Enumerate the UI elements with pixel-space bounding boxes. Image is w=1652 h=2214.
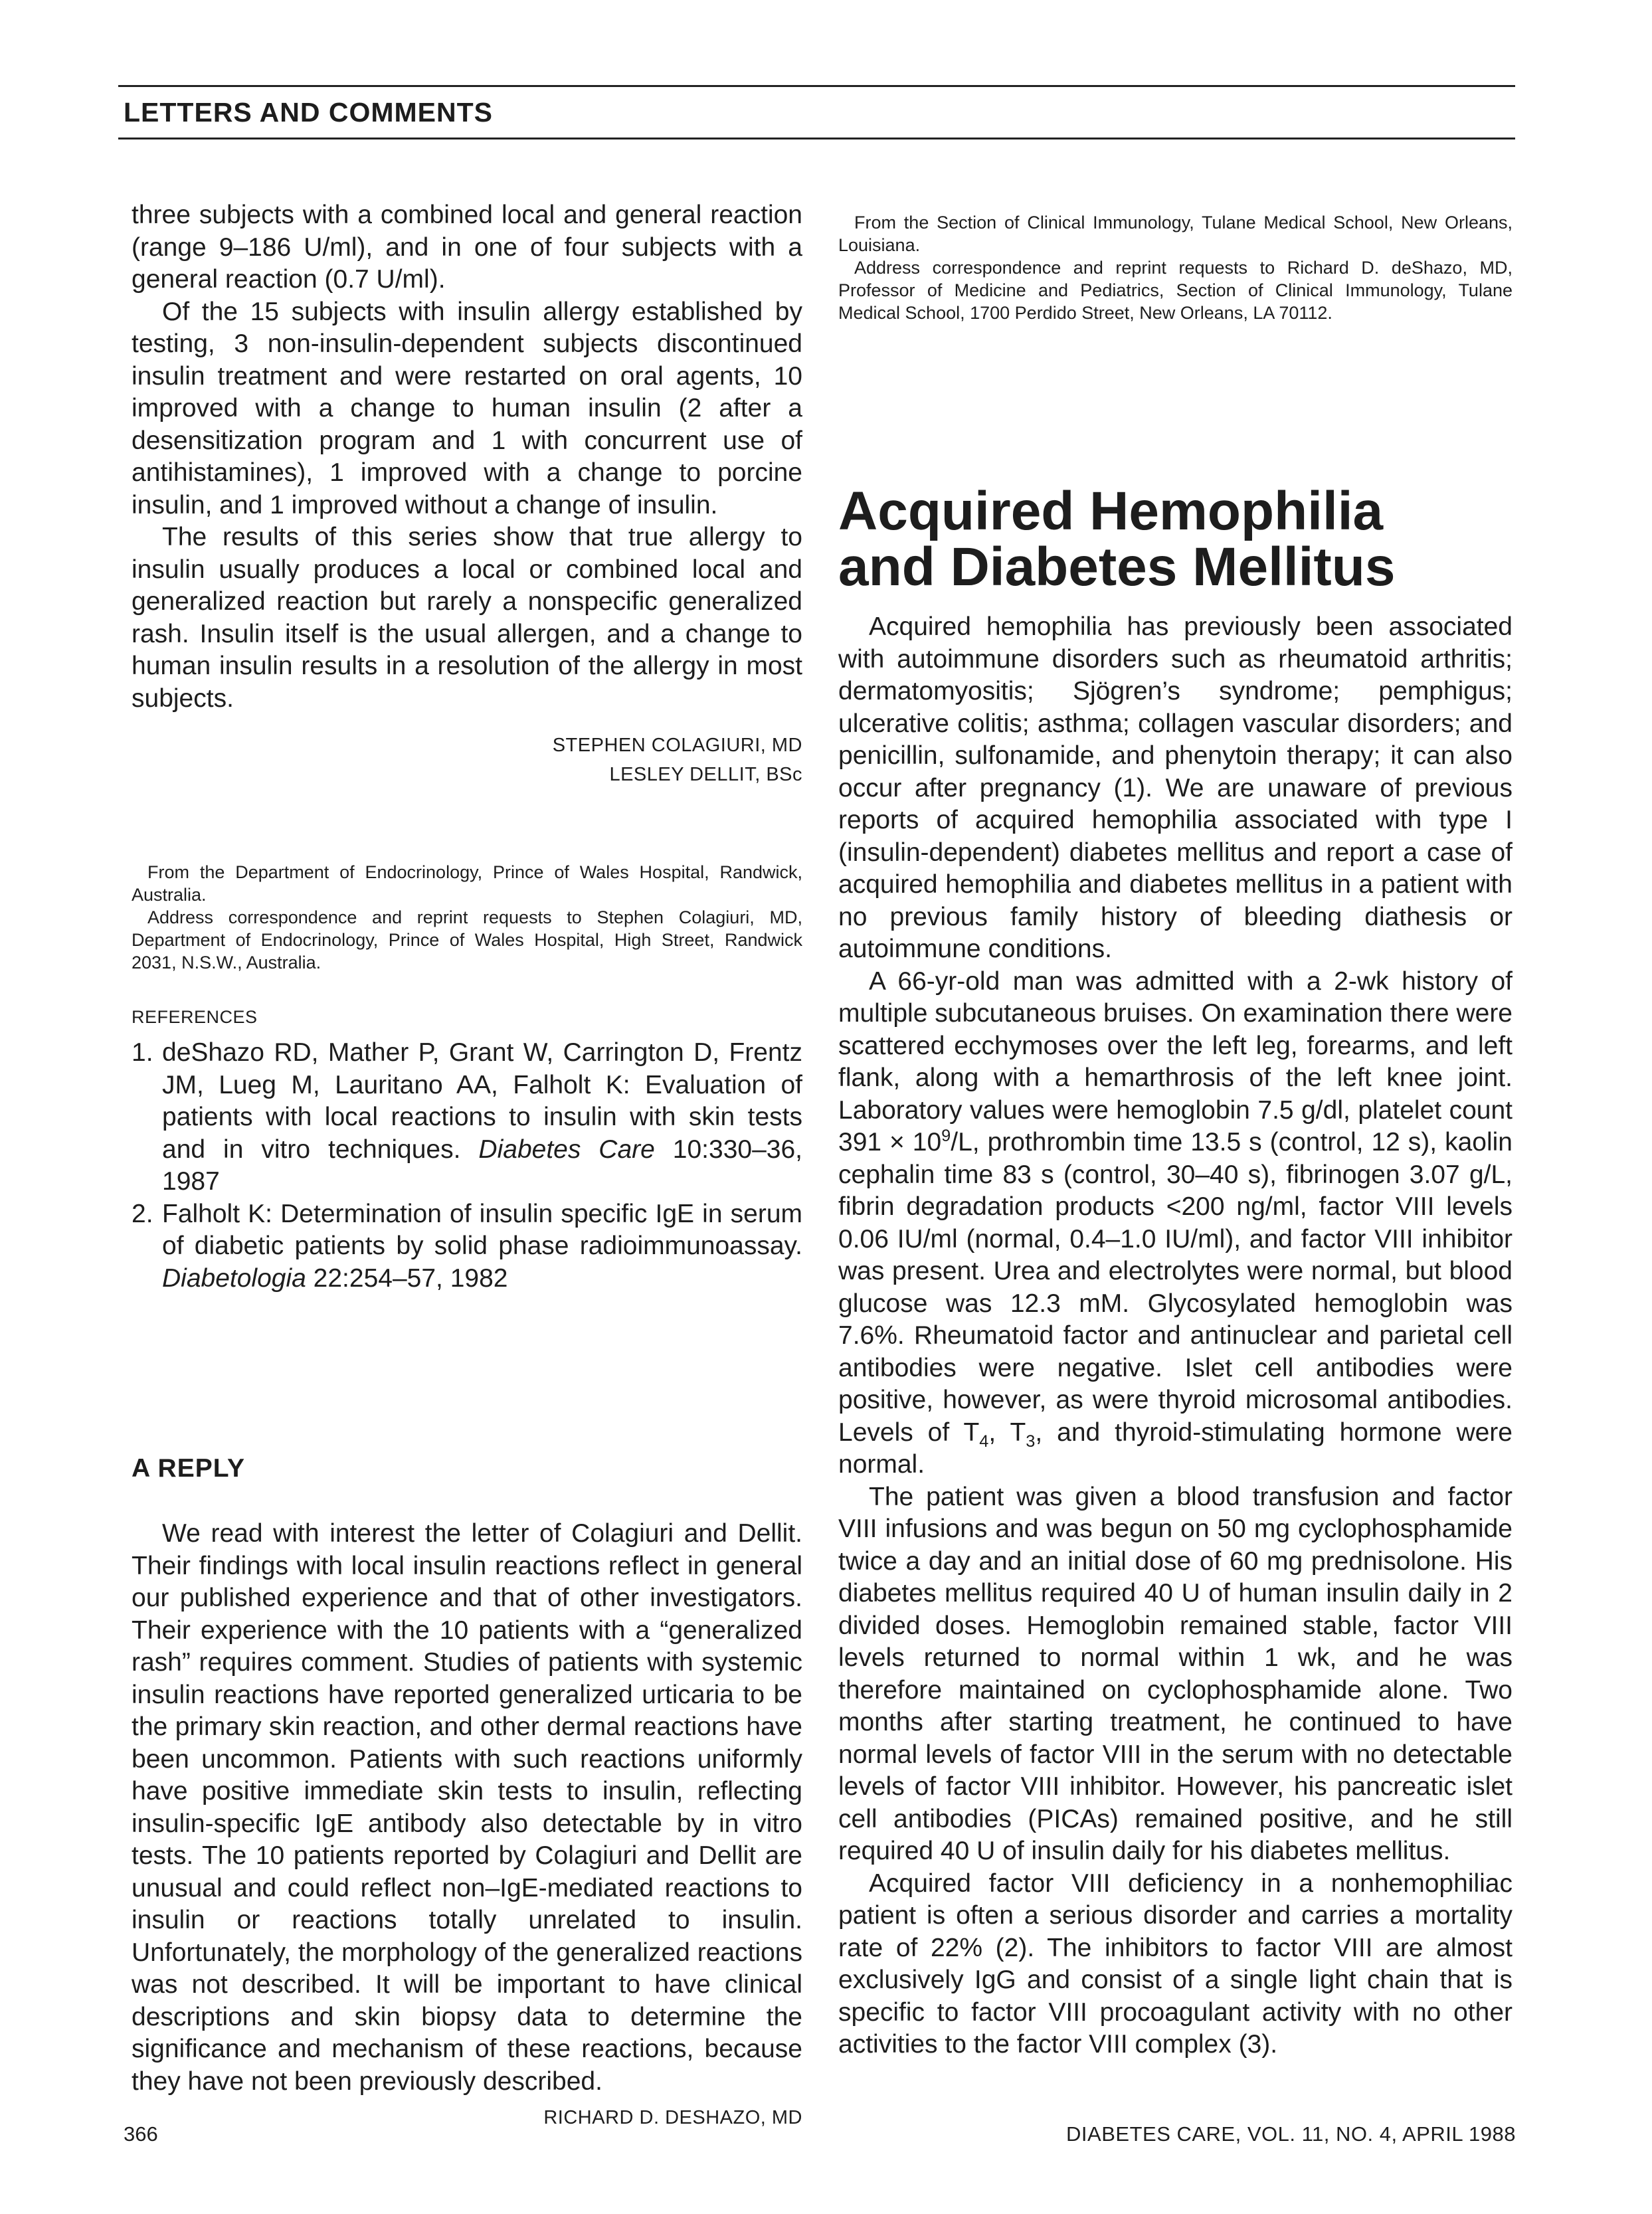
affiliation-text: From the Department of Endocrinology, Prince of Wales Hospital, Randwick, Australia. [132, 862, 802, 905]
reference-number: 2. [132, 1199, 153, 1228]
article-paragraph-2: A 66-yr-old man was admitted with a 2-wk history of multiple subcutaneous bruises. On examination there were scattered ecchymoses over the left leg, forearms, and left flank, along with a hemarthrosis of the left knee joint. Laboratory values were hemoglobin 7.5 g/dl, platelet count $391 \times 10^9/L$, prothrombin time 13.5 s (control, 12 s), kaolin cephalin time 83 s (control, 30–40 s), fibrinogen 3.07 g/L, fibrin degradation products <200 ng/ml, factor VIII levels 0.06 IU/ml (normal, 0.4–1.0 IU/ml), and factor VIII inhibitor was present. Urea and electrolytes were normal, but blood glucose was 12.3 mM. Glycosylated hemoglobin was 7.6%. Rheumatoid factor and antinuclear and parietal cell antibodies were negative. Islet cell antibodies were positive, however, as were thyroid microsomal antibodies. Levels of $T_4$, $T_3$, and thyroid-stimulating hormone were normal. [838, 967, 1513, 1479]
right-column [838, 199, 1513, 2061]
correspondence-text: Address correspondence and reprint requests to Stephen Colagiuri, MD, Department of Endocrinology, Prince of Wales Hospital, High Street, Randwick 2031, N.S.W., Australia. [132, 907, 802, 972]
reply-heading: A REPLY [132, 1454, 245, 1483]
references-heading: REFERENCES [132, 1007, 258, 1027]
reference-number: 1. [132, 1038, 153, 1067]
author-dellit: LESLEY DELLIT, BSc [609, 764, 802, 785]
letter-paragraph-3: The results of this series show that true allergy to insulin usually produces a local or combined local and generalized reaction but rarely a nonspecific generalized rash. Insulin itself is the usual allergen, and a change to human insulin results in a resolution of the allergy in most subjects. [132, 523, 802, 713]
affiliation-text: From the Section of Clinical Immunology, Tulane Medical School, New Orleans, Louisiana. [838, 213, 1513, 255]
article-title-block [838, 481, 1513, 597]
journal-citation: DIABETES CARE, VOL. 11, NO. 4, APRIL 1988 [1066, 2122, 1516, 2146]
article-title-line-1: Acquired Hemophilia [838, 481, 1384, 541]
reply-paragraph: We read with interest the letter of Colagiuri and Dellit. Their findings with local insulin reactions reflect in general our published experience and that of other investigators. Their experience with the 10 patients with a “generalized rash” requires comment. Studies of patients with systemic insulin reactions have reported generalized urticaria to be the primary skin reaction, and other dermal reactions have been uncommon. Patients with such reactions uniformly have positive immediate skin tests to insulin, reflecting insulin-specific IgE antibody also detectable by in vitro tests. The 10 patients reported by Colagiuri and Dellit are unusual and could reflect non–IgE-mediated reactions to insulin or reactions totally unrelated to insulin. Unfortunately, the morphology of the generalized reactions was not described. It will be important to have clinical descriptions and skin biopsy data to determine the significance and mechanism of these reactions, because they have not been previously described. [132, 1519, 802, 2096]
reference-text: deShazo RD, Mather P, Grant W, Carrington D, Frentz JM, Lueg M, Lauritano AA, Falholt K: Evaluation of patients with local reactions to insulin with skin tests and in vitro techniques. Diabetes Care 10:330–36, 1987 [162, 1038, 802, 1196]
section-title: LETTERS AND COMMENTS [124, 97, 494, 128]
page-number: 366 [124, 2122, 158, 2146]
header-bottom-rule [118, 138, 1515, 139]
letter-paragraph-1: three subjects with a combined local and general reaction (range 9–186 U/ml), and in one of four subjects with a general reaction (0.7 U/ml). [132, 201, 802, 294]
reference-item-1 [132, 1037, 802, 1198]
references-list [132, 1037, 802, 1295]
header-top-rule [118, 85, 1515, 87]
article-paragraph-4: Acquired factor VIII deficiency in a nonhemophiliac patient is often a serious disorder and carries a mortality rate of 22% (2). The inhibitors to factor VIII are almost exclusively IgG and consist of a single light chain that is specific to factor VIII procoagulant activity with no other activities to the factor VIII complex (3). [838, 1869, 1513, 2059]
reference-item-2 [132, 1198, 802, 1295]
reference-text: Falholt K: Determination of insulin specific IgE in serum of diabetic patients by solid phase radioimmunoassay. Diabetologia 22:254–57, 1982 [162, 1199, 802, 1293]
letter-paragraph-2: Of the 15 subjects with insulin allergy established by testing, 3 non-insulin-dependent subjects discontinued insulin treatment and were restarted on oral agents, 10 improved with a change to human insulin (2 after a desensitization program and 1 with concurrent use of antihistamines), 1 improved with a change to porcine insulin, and 1 improved without a change of insulin. [132, 297, 802, 519]
article-paragraph-1: Acquired hemophilia has previously been associated with autoimmune disorders such as rheumatoid arthritis; dermatomyositis; Sjögren’s syndrome; pemphigus; ulcerative colitis; asthma; collagen vascular disorders; and penicillin, sulfonamide, and phenytoin therapy; it can also occur after pregnancy (1). We are unaware of previous reports of acquired hemophilia associated with type I (insulin-dependent) diabetes mellitus and report a case of acquired hemophilia and diabetes mellitus in a patient with no previous family history of bleeding diathesis or autoimmune conditions. [838, 612, 1513, 963]
article-title-line-2: and Diabetes Mellitus [838, 537, 1396, 597]
correspondence-text: Address correspondence and reprint requests to Richard D. deShazo, MD, Professor of Medicine and Pediatrics, Section of Clinical Immunology, Tulane Medical School, 1700 Perdido Street, New Orleans, LA 70112. [838, 258, 1513, 323]
left-column [132, 199, 802, 2132]
reply-affiliation [838, 211, 1513, 324]
author-colagiuri: STEPHEN COLAGIURI, MD [552, 735, 802, 756]
letter-affiliation [132, 861, 802, 974]
letter-signature [132, 731, 802, 789]
article-body [838, 611, 1513, 2061]
article-paragraph-3: The patient was given a blood transfusion and factor VIII infusions and was begun on 50 mg cyclophosphamide twice a day and an initial dose of 60 mg prednisolone. His diabetes mellitus required 40 U of human insulin daily in 2 divided doses. Hemoglobin remained stable, factor VIII levels returned to normal within 1 wk, and he was therefore maintained on cyclophosphamide alone. Two months after starting treatment, he continued to have normal levels of factor VIII in the serum with no detectable levels of factor VIII inhibitor. However, his pancreatic islet cell antibodies (PICAs) remained positive, and he still required 40 U of insulin daily for his diabetes mellitus. [838, 1482, 1513, 1865]
reply-author: RICHARD D. DESHAZO, MD [543, 2107, 802, 2128]
